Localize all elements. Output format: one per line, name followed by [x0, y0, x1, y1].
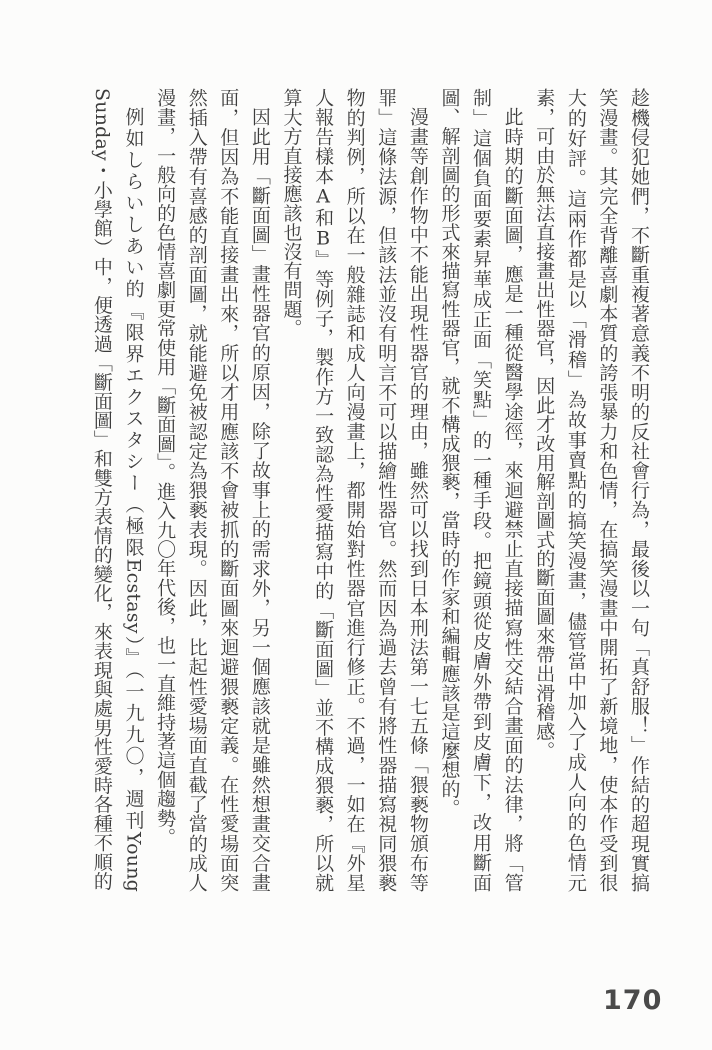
text-run: ）』（一九九〇，週刊 [122, 633, 145, 833]
text-run: 趁機侵犯她們，不斷重複著意義不明的反社會行為，最後以一句「真舒服！」作結的超現實搞笑漫畫。其完全背離喜劇本質的誇張暴力和色情，在搞笑漫畫中開拓了新境地，使本作受到很大的好評。這兩作都是以「滑稽」為故事賣點的搞笑漫畫，儘管當中加入了成人向的色情元素，可由於無法直接畫出性器官，因此才改用解剖圖式的斷面圖來帶出滑稽感。 [533, 88, 650, 892]
text-run: 因此用「斷面圖」畫性器官的原因，除了故事上的需求外，另一個應該就是雖然想畫交合畫面，但因為不能直接畫出來，所以才用應該不會被抓的斷面圖來迴避猥褻定義。在性愛場面突然插入帶有喜感的剖面圖，就能避免被認定為猥褻表現。因此，比起性愛場面直截了當的成人漫畫，一般向的色情喜劇更常使用「斷面圖」。進入九〇年代後，也一直維持著這個趨勢。 [154, 88, 271, 892]
text-run: ・小學館）中，便透過「斷面圖」和雙方表情的變化，來表現與處男性愛時各種不順的 [90, 160, 113, 891]
text-run: Young Sunday [90, 88, 145, 892]
upright-latin-text: A [312, 185, 335, 208]
body-text [84, 88, 654, 892]
upright-latin-text: B [312, 227, 335, 250]
text-run: 漫畫等創作物中不能出現性器官的理由，雖然可以找到日本刑法第一七五條「猥褻物頒布等罪」這條法源，但該法並沒有明言不可以描繪性器官。然而因為過去曾有將性器描寫視同猥褻物的判例，所以在一般雜誌和成人向漫畫上，都開始對性器官進行修正。不過，一如在『外星人報告樣本 [312, 88, 429, 892]
text-run: 和 [312, 207, 335, 228]
text-run: 此時期的斷面圖，應是一種從醫學途徑，來迴避禁止直接描寫性交結合畫面的法律，將「管制」這個負面要素昇華成正面「笑點」的一種手段。把鏡頭從皮膚外帶到皮膚下，改用斷面圖、解剖圖的形式來描寫性器官，就不構成猥褻，當時的作家和編輯應該是這麼想的。 [438, 88, 524, 892]
text-run: 例如しらいしあい的『限界エクスタシー（極限 [122, 107, 145, 559]
text-run: Ecstasy [122, 558, 145, 634]
text-run: 』等例子，製作方一致認為性愛描寫中的「斷面圖」並不構成猥褻，所以就算大方直接應該也沒有問題。 [280, 88, 335, 893]
paragraph [433, 88, 528, 892]
paragraph [149, 88, 275, 892]
paragraph [85, 88, 148, 892]
paragraph [275, 88, 433, 892]
page-number: 170 [603, 985, 663, 1016]
paragraph [528, 88, 654, 892]
